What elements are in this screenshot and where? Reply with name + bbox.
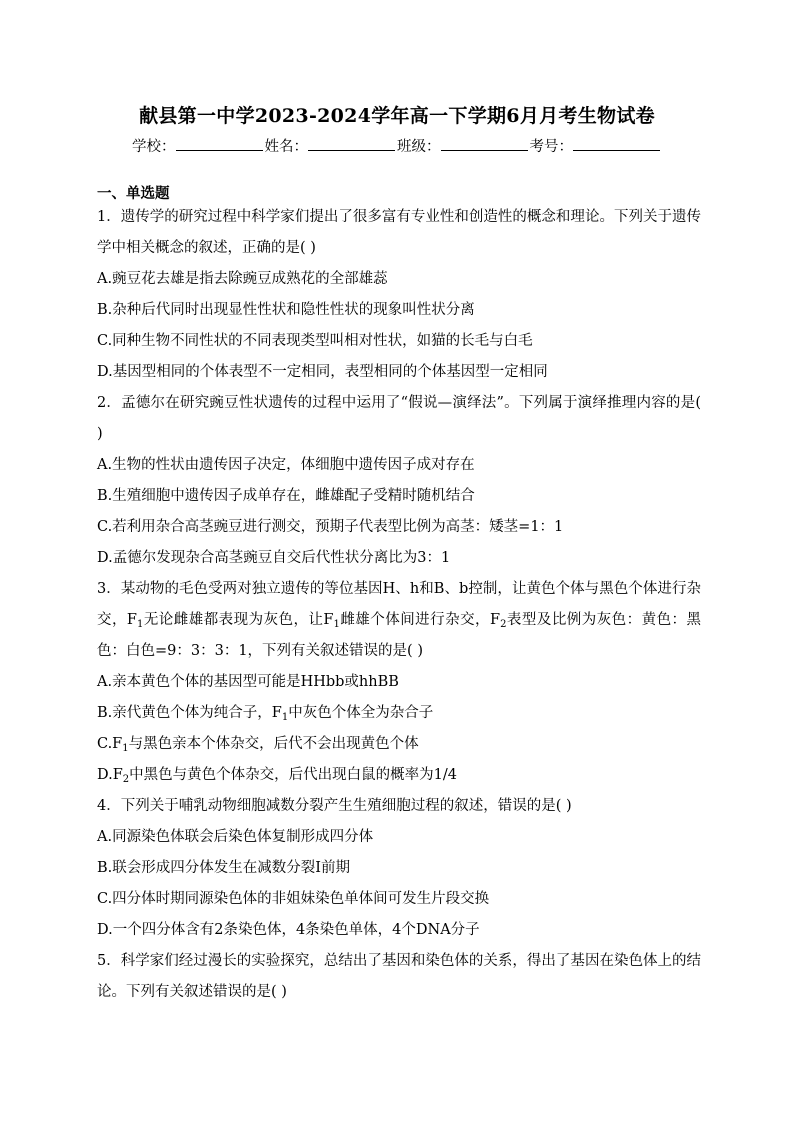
exam-number-label: 考号：: [529, 139, 573, 155]
question-4-option-b: B.联会形成四分体发生在减数分裂Ⅰ前期: [97, 860, 350, 876]
class-field: [397, 135, 530, 156]
question-list: [97, 202, 701, 1008]
class-label: 班级：: [397, 139, 441, 155]
name-blank[interactable]: [308, 136, 395, 151]
question-3-option-d: [97, 760, 701, 791]
question-4-option-d: D.一个四分体含有2条染色体，4条染色单体，4个DNA分子: [97, 922, 480, 938]
question-2-option-a: A.生物的性状由遗传因子决定，体细胞中遗传因子成对存在: [97, 457, 475, 473]
question-3-stem-part-4: 表型及比例为灰色：黄色：黑色：白色=9：3：3：1，下列有关叙述错误的是( ): [97, 612, 702, 659]
question-5-stem: 5．科学家们经过漫长的实验探究，总结出了基因和染色体的关系，得出了基因在染色体上的结论。下列有关叙述错误的是( ): [97, 953, 701, 1000]
question-3-stem-sub-1: 1: [137, 619, 144, 630]
question-3-option-b-post: 中灰色个体全为杂合子: [288, 705, 434, 721]
class-blank[interactable]: [441, 136, 528, 151]
question-3-stem-sub-2: 1: [333, 619, 340, 630]
question-4-stem: 4．下列关于哺乳动物细胞减数分裂产生生殖细胞过程的叙述，错误的是( ): [97, 798, 572, 814]
question-3-option-b-pre: B.亲代黄色个体为纯合子，F: [97, 705, 282, 721]
question-1-option-d: D.基因型相同的个体表型不一定相同，表型相同的个体基因型一定相同: [97, 364, 548, 380]
exam-title: 献县第一中学2023-2024学年高一下学期6月月考生物试卷: [139, 105, 655, 127]
school-blank[interactable]: [176, 136, 263, 151]
question-1-stem: 1．遗传学的研究过程中科学家们提出了很多富有专业性和创造性的概念和理论。下列关于遗传学中相关概念的叙述，正确的是( ): [97, 209, 701, 256]
question-3-option-c: [97, 729, 701, 760]
question-4-option-a: A.同源染色体联会后染色体复制形成四分体: [97, 829, 374, 845]
question-3-option-d-post: 中黑色与黄色个体杂交，后代出现白鼠的概率为1/4: [129, 767, 457, 783]
question-3-option-b-sub: 1: [281, 712, 289, 723]
question-2-option-c: C.若利用杂合高茎豌豆进行测交，预期子代表型比例为高茎：矮茎=1：1: [97, 519, 564, 535]
question-1-option-c: C.同种生物不同性状的不同表现类型叫相对性状，如猫的长毛与白毛: [97, 333, 533, 349]
question-3-stem-part-1: 3．某动物的毛色受两对独立遗传的等位基因H、h和B、b控制，让黄色个体与黑色个体进行杂交，F: [97, 581, 701, 628]
student-info-line: [0, 135, 794, 156]
question-1-option-b: B.杂种后代同时出现显性性状和隐性性状的现象叫性状分离: [97, 302, 475, 318]
question-3-option-d-pre: D.F: [97, 767, 123, 783]
exam-number-field: [530, 135, 663, 156]
question-4-option-c: C.四分体时期同源染色体的非姐妹染色单体间可发生片段交换: [97, 891, 490, 907]
question-1-option-a: A.豌豆花去雄是指去除豌豆成熟花的全部雄蕊: [97, 271, 388, 287]
name-label: 姓名：: [264, 139, 308, 155]
school-label: 学校：: [132, 139, 176, 155]
question-3-option-a: A.亲本黄色个体的基因型可能是HHbb或hhBB: [97, 674, 399, 690]
question-3-option-c-post: 与黑色亲本个体杂交，后代不会出现黄色个体: [128, 736, 419, 752]
question-3-stem-sub-3: 2: [500, 619, 507, 630]
name-field: [265, 135, 398, 156]
question-3-stem-part-3: 雌雄个体间进行杂交，F: [339, 612, 501, 628]
question-2-stem: 2．孟德尔在研究豌豆性状遗传的过程中运用了“假说—演绎法”。下列属于演绎推理内容的是( ): [97, 395, 701, 442]
question-3-option-c-pre: C.F: [97, 736, 123, 752]
question-3-option-d-sub: 2: [122, 774, 130, 785]
question-2-option-d: D.孟德尔发现杂合高茎豌豆自交后代性状分离比为3：1: [97, 550, 451, 566]
question-3-stem-part-2: 无论雌雄都表现为灰色，让F: [143, 612, 334, 628]
question-3-option-b: [97, 698, 701, 729]
question-2-option-b: B.生殖细胞中遗传因子成单存在，雌雄配子受精时随机结合: [97, 488, 475, 504]
section-heading: 一、单选题: [97, 185, 170, 202]
school-field: [132, 135, 265, 156]
question-3-option-c-sub: 1: [122, 743, 129, 754]
question-3-stem: [97, 574, 701, 667]
exam-number-blank[interactable]: [573, 136, 660, 151]
